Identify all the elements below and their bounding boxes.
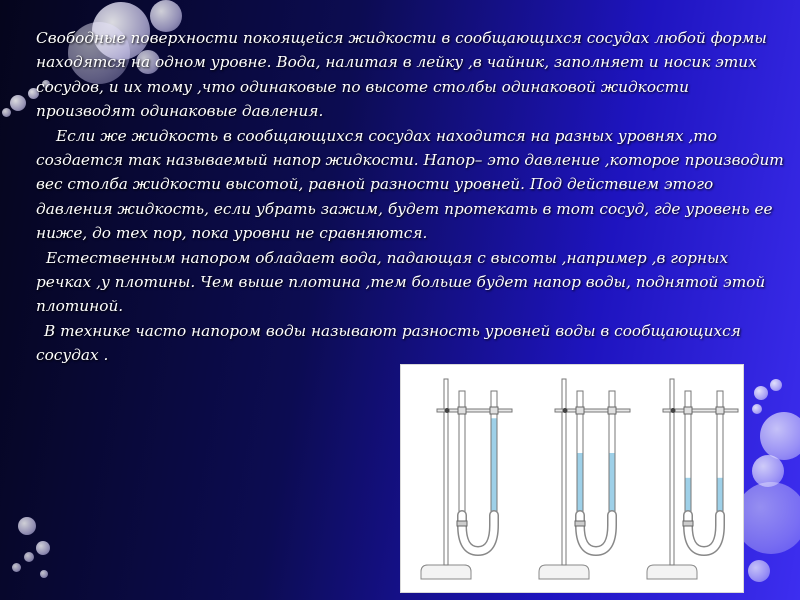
bubble-decoration <box>735 482 800 554</box>
tube-holder <box>608 407 616 414</box>
bubble-decoration <box>12 563 21 572</box>
bubble-decoration <box>754 386 768 400</box>
right-liquid-column <box>717 478 723 515</box>
bubble-decoration <box>752 404 762 414</box>
hose-clamp <box>683 521 693 526</box>
bubble-decoration <box>40 570 48 578</box>
left-liquid-column <box>685 478 691 515</box>
bubble-decoration <box>24 552 34 562</box>
tube-holder <box>458 407 466 414</box>
hose-clamp <box>575 521 585 526</box>
vessel-set-2 <box>539 379 630 579</box>
bubble-decoration <box>10 95 26 111</box>
vessel-set-1 <box>421 379 512 579</box>
paragraph-equal-levels: Свободные поверхности покоящейся жидкости в сообщающихся сосудах любой формы находятся на одном уровне. Вода, налитая в лейку ,в чайник, заполняет и носик этих сосудов, и их тому ,что одинаковые по высоте столбы одинаковой жидкости производят одинаковые давления. <box>36 29 767 121</box>
bubble-decoration <box>770 379 782 391</box>
paragraph-natural-head: Естественным напором обладает вода, падающая с высоты ,например ,в горных речках ,у плотины. Чем выше плотина ,тем больше будет напор воды, поднятой этой плотиной. <box>36 248 766 316</box>
right-liquid-column <box>491 418 497 515</box>
paragraph-head-definition: Если же жидкость в сообщающихся сосудах находится на разных уровнях ,то создается так называемый напор жидкости. Напор– это давление ,которое производит вес столба жидкости высотой, равной разности уровней. Под действием этого давления жидкость, если убрать зажим, будет протекать в тот сосуд, где уровень ее ниже, до тех пор, пока уровни не сравняются. <box>36 126 784 243</box>
tube-holder <box>716 407 724 414</box>
tube-holder <box>490 407 498 414</box>
tube-holder <box>576 407 584 414</box>
body-text <box>36 26 788 368</box>
paragraph-technical-head: В технике часто напором воды называют разность уровней воды в сообщающихся сосудах . <box>36 321 741 365</box>
right-liquid-column <box>609 453 615 515</box>
hose-clamp <box>457 521 467 526</box>
bubble-decoration <box>36 541 50 555</box>
bubble-decoration <box>748 560 770 582</box>
bubble-decoration <box>18 517 36 535</box>
bubble-decoration <box>2 108 11 117</box>
communicating-vessels-illustration <box>400 364 744 593</box>
left-liquid-column <box>577 453 583 515</box>
vessel-set-3 <box>647 379 738 579</box>
tube-holder <box>684 407 692 414</box>
bubble-decoration <box>760 412 800 460</box>
